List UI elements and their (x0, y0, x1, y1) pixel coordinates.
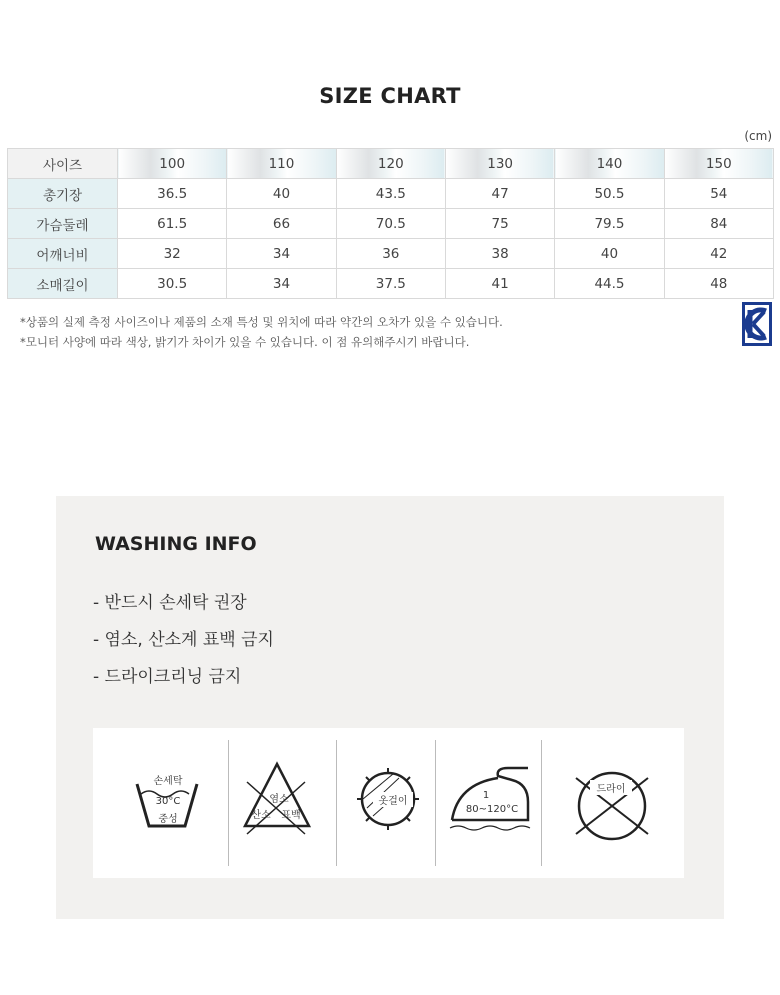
table-cell: 47 (445, 179, 554, 209)
size-cell: 120 (336, 149, 445, 179)
shade-dry-symbol (337, 728, 436, 878)
table-cell: 41 (445, 269, 554, 299)
oxygen-label: 산소 (251, 810, 271, 821)
table-cell: 44.5 (555, 269, 664, 299)
bleach-label: 표백 (281, 810, 301, 821)
kc-mark-icon (742, 302, 772, 346)
list-item: - 염소, 산소계 표백 금지 (93, 630, 274, 650)
size-cell: 130 (445, 149, 554, 179)
header-label: 사이즈 (8, 149, 118, 179)
row-label: 가슴둘레 (8, 209, 118, 239)
hand-wash-label: 손세탁 (153, 776, 183, 787)
washing-info-title: WASHING INFO (95, 533, 257, 555)
table-row (8, 179, 774, 209)
table-row (8, 269, 774, 299)
list-item: - 드라이크리닝 금지 (93, 667, 242, 687)
table-cell: 84 (664, 209, 773, 239)
no-bleach-symbol (229, 728, 337, 878)
no-dry-clean-symbol (542, 728, 684, 878)
table-cell: 70.5 (336, 209, 445, 239)
hand-wash-symbol (93, 728, 229, 878)
row-label: 총기장 (8, 179, 118, 209)
size-notes (20, 312, 503, 352)
care-symbols (93, 728, 684, 878)
table-cell: 61.5 (118, 209, 227, 239)
table-cell: 40 (555, 239, 664, 269)
hanger-dry-label: 옷걸이 (373, 792, 413, 807)
row-label: 어깨너비 (8, 239, 118, 269)
table-cell: 50.5 (555, 179, 664, 209)
neutral-detergent-label: 중성 (158, 814, 178, 825)
size-cell: 140 (555, 149, 664, 179)
table-cell: 32 (118, 239, 227, 269)
row-label: 소매길이 (8, 269, 118, 299)
washing-info-panel (56, 496, 724, 919)
table-cell: 40 (227, 179, 336, 209)
note-line: *상품의 실제 측정 사이즈이나 제품의 소재 특성 및 위치에 따라 약간의 오차가 있을 수 있습니다. (20, 315, 503, 329)
table-row (8, 239, 774, 269)
table-cell: 36 (336, 239, 445, 269)
unit-label: (cm) (744, 129, 772, 143)
wash-temp-label: 30°C (155, 796, 181, 807)
table-cell: 79.5 (555, 209, 664, 239)
table-cell: 54 (664, 179, 773, 209)
no-dry-clean-icon (542, 728, 684, 878)
table-header-row (8, 149, 774, 179)
table-cell: 30.5 (118, 269, 227, 299)
size-cell: 110 (227, 149, 336, 179)
note-line: *모니터 사양에 따라 색상, 밝기가 차이가 있을 수 있습니다. 이 점 유의해주시기 바랍니다. (20, 335, 470, 349)
size-chart-title: SIZE CHART (319, 84, 461, 108)
table-cell: 48 (664, 269, 773, 299)
iron-icon (436, 728, 542, 878)
chlorine-label: 염소 (269, 794, 289, 805)
iron-level-label: 1 (482, 790, 490, 801)
table-cell: 36.5 (118, 179, 227, 209)
iron-temp-label: 80~120°C (465, 804, 519, 815)
table-cell: 34 (227, 239, 336, 269)
washing-instructions (93, 588, 274, 699)
iron-symbol (436, 728, 542, 878)
size-cell: 100 (118, 149, 227, 179)
table-cell: 75 (445, 209, 554, 239)
table-cell: 37.5 (336, 269, 445, 299)
table-cell: 34 (227, 269, 336, 299)
table-cell: 42 (664, 239, 773, 269)
table-cell: 43.5 (336, 179, 445, 209)
table-cell: 66 (227, 209, 336, 239)
dry-clean-label: 드라이 (590, 780, 632, 795)
table-row (8, 209, 774, 239)
size-chart-table (7, 148, 774, 299)
list-item: - 반드시 손세탁 권장 (93, 593, 247, 613)
size-cell: 150 (664, 149, 773, 179)
table-cell: 38 (445, 239, 554, 269)
